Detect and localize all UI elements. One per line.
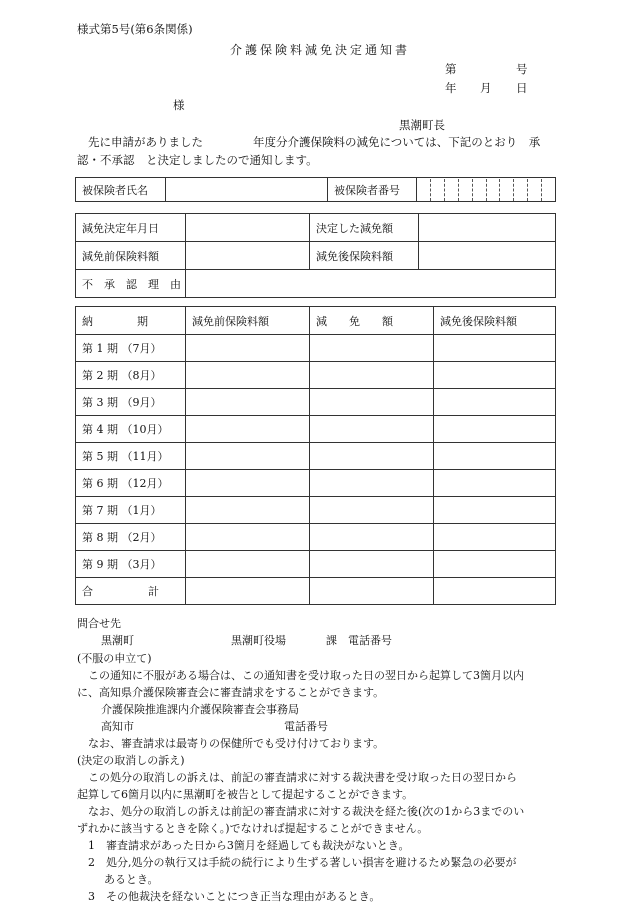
date-year: 年 bbox=[445, 81, 457, 95]
decision-date-label: 減免決定年月日 bbox=[76, 214, 186, 242]
insured-name-field[interactable] bbox=[166, 178, 328, 202]
insured-number-label: 被保険者番号 bbox=[328, 178, 417, 202]
before-cell[interactable] bbox=[186, 551, 310, 578]
period-table bbox=[75, 306, 556, 605]
reduction-cell[interactable] bbox=[310, 416, 434, 443]
reduction-cell[interactable] bbox=[310, 443, 434, 470]
document-title: 介護保険料減免決定通知書 bbox=[230, 43, 411, 57]
number-digit-box[interactable] bbox=[417, 179, 431, 201]
period-row bbox=[76, 470, 556, 497]
insured-number-field[interactable] bbox=[417, 178, 556, 202]
after-cell[interactable] bbox=[434, 362, 556, 389]
before-cell[interactable] bbox=[186, 443, 310, 470]
period-label: 第 7 期 （1月） bbox=[76, 497, 186, 524]
contact-town: 黒潮町 bbox=[101, 634, 134, 647]
period-label: 第 9 期 （3月） bbox=[76, 551, 186, 578]
period-label: 第 5 期 （11月） bbox=[76, 443, 186, 470]
before-cell[interactable] bbox=[186, 389, 310, 416]
period-row bbox=[76, 524, 556, 551]
after-cell[interactable] bbox=[434, 524, 556, 551]
number-digit-box[interactable] bbox=[487, 179, 501, 201]
revoke-line2: 起算して6箇月以内に黒潮町を被告として提起することができます。 bbox=[77, 788, 414, 801]
revoke-line4: ずれかに該当するときを除く。)でなければ提起することができません。 bbox=[77, 822, 429, 835]
period-label: 第 8 期 （2月） bbox=[76, 524, 186, 551]
reduction-cell[interactable] bbox=[310, 389, 434, 416]
contact-heading: 問合せ先 bbox=[77, 617, 121, 630]
reduction-cell[interactable] bbox=[310, 362, 434, 389]
doc-number-suffix: 号 bbox=[516, 62, 528, 76]
number-digit-box[interactable] bbox=[514, 179, 528, 201]
health-center-note: なお、審査請求は最寄りの保健所でも受け付けております。 bbox=[88, 737, 385, 750]
before-cell[interactable] bbox=[186, 416, 310, 443]
decision-table bbox=[75, 213, 556, 298]
before-amount-label: 減免前保険料額 bbox=[76, 242, 186, 270]
total-reduction[interactable] bbox=[310, 578, 434, 605]
before-cell[interactable] bbox=[186, 524, 310, 551]
issuer: 黒潮町長 bbox=[399, 118, 445, 132]
after-cell[interactable] bbox=[434, 443, 556, 470]
period-label: 第 3 期 （9月） bbox=[76, 389, 186, 416]
review-bureau: 介護保険推進課内介護保険審査会事務局 bbox=[101, 703, 299, 716]
form-label: 様式第5号(第6条関係) bbox=[77, 22, 193, 36]
period-row bbox=[76, 416, 556, 443]
after-cell[interactable] bbox=[434, 470, 556, 497]
exception-item-1: 1 審査請求があった日から3箇月を経過しても裁決がないとき。 bbox=[88, 839, 410, 852]
reject-reason-field[interactable] bbox=[186, 270, 556, 298]
after-cell[interactable] bbox=[434, 551, 556, 578]
before-amount-field[interactable] bbox=[186, 242, 310, 270]
objection-line2: に、高知県介護保険審査会に審査請求をすることができます。 bbox=[77, 686, 385, 699]
decision-amount-label: 決定した減免額 bbox=[310, 214, 419, 242]
insured-name-label: 被保険者氏名 bbox=[76, 178, 166, 202]
before-cell[interactable] bbox=[186, 335, 310, 362]
addressee-suffix: 様 bbox=[173, 98, 185, 112]
review-city: 高知市 bbox=[101, 720, 134, 733]
review-phone: 電話番号 bbox=[284, 720, 328, 733]
exception-item-3: 3 その他裁決を経ないことにつき正当な理由があるとき。 bbox=[88, 890, 381, 903]
period-row bbox=[76, 389, 556, 416]
period-row bbox=[76, 551, 556, 578]
contact-office: 黒潮町役場 bbox=[231, 634, 286, 647]
header-before: 減免前保険料額 bbox=[186, 307, 310, 335]
intro-line2: 認・不承認 と決定しましたので通知します。 bbox=[77, 153, 318, 167]
date-day: 日 bbox=[516, 81, 528, 95]
number-digit-box[interactable] bbox=[528, 179, 542, 201]
reduction-cell[interactable] bbox=[310, 551, 434, 578]
after-amount-field[interactable] bbox=[419, 242, 556, 270]
intro-line1-b: 年度分介護保険料の減免については、下記のとおり 承 bbox=[253, 135, 541, 149]
after-cell[interactable] bbox=[434, 497, 556, 524]
number-digit-box[interactable] bbox=[473, 179, 487, 201]
revoke-line3: なお、処分の取消しの訴えは前記の審査請求に対する裁決を経た後(次の1から3までのい bbox=[88, 805, 525, 818]
before-cell[interactable] bbox=[186, 362, 310, 389]
before-cell[interactable] bbox=[186, 497, 310, 524]
header-reduction: 減 免 額 bbox=[310, 307, 434, 335]
number-digit-box[interactable] bbox=[459, 179, 473, 201]
header-period: 納 期 bbox=[76, 307, 186, 335]
number-digit-box[interactable] bbox=[500, 179, 514, 201]
period-label: 第 4 期 （10月） bbox=[76, 416, 186, 443]
after-cell[interactable] bbox=[434, 416, 556, 443]
period-label: 第 1 期 （7月） bbox=[76, 335, 186, 362]
contact-section: 課 電話番号 bbox=[326, 634, 392, 647]
total-after[interactable] bbox=[434, 578, 556, 605]
insured-table bbox=[75, 177, 556, 202]
after-cell[interactable] bbox=[434, 335, 556, 362]
period-row bbox=[76, 335, 556, 362]
objection-line1: この通知に不服がある場合は、この通知書を受け取った日の翌日から起算して3箇月以内 bbox=[88, 669, 524, 682]
objection-heading: (不服の申立て) bbox=[77, 652, 152, 665]
reject-reason-label: 不 承 認 理 由 bbox=[76, 270, 186, 298]
exception-item-2: 2 処分,処分の執行又は手続の続行により生ずる著しい損害を避けるため緊急の必要が bbox=[88, 856, 517, 869]
number-digit-box[interactable] bbox=[431, 179, 445, 201]
number-digit-box[interactable] bbox=[542, 179, 555, 201]
revoke-heading: (決定の取消しの訴え) bbox=[77, 754, 185, 767]
after-cell[interactable] bbox=[434, 389, 556, 416]
decision-date-field[interactable] bbox=[186, 214, 310, 242]
exception-item-2-cont: あるとき。 bbox=[104, 873, 159, 886]
date-month: 月 bbox=[480, 81, 492, 95]
total-label: 合 計 bbox=[76, 578, 186, 605]
reduction-cell[interactable] bbox=[310, 524, 434, 551]
period-row bbox=[76, 443, 556, 470]
period-label: 第 6 期 （12月） bbox=[76, 470, 186, 497]
intro-line1-a: 先に申請がありました bbox=[88, 135, 203, 149]
decision-amount-field[interactable] bbox=[419, 214, 556, 242]
number-digit-box[interactable] bbox=[445, 179, 459, 201]
reduction-cell[interactable] bbox=[310, 335, 434, 362]
reduction-cell[interactable] bbox=[310, 470, 434, 497]
revoke-line1: この処分の取消しの訴えは、前記の審査請求に対する裁決書を受け取った日の翌日から bbox=[88, 771, 517, 784]
doc-number-prefix: 第 bbox=[445, 62, 457, 76]
after-amount-label: 減免後保険料額 bbox=[310, 242, 419, 270]
period-row bbox=[76, 362, 556, 389]
period-row bbox=[76, 497, 556, 524]
header-after: 減免後保険料額 bbox=[434, 307, 556, 335]
period-label: 第 2 期 （8月） bbox=[76, 362, 186, 389]
before-cell[interactable] bbox=[186, 470, 310, 497]
total-before[interactable] bbox=[186, 578, 310, 605]
reduction-cell[interactable] bbox=[310, 497, 434, 524]
